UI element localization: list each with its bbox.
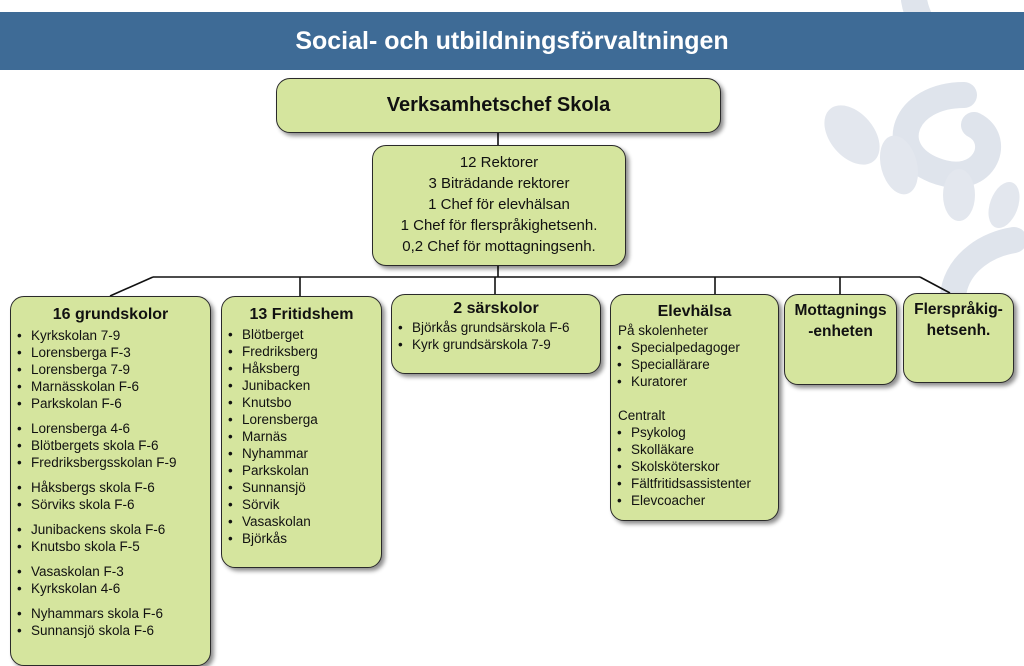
list-item: • Sörviks skola F-6 (11, 496, 210, 513)
fritidshem-list (222, 326, 381, 547)
list-item: • Parkskolan (222, 462, 381, 479)
elevhalsa-box (610, 294, 779, 521)
elevhalsa-subtitle: Centralt (618, 408, 666, 423)
mottagning-label: Mottagnings (794, 302, 887, 319)
flersprakig-box (903, 293, 1014, 383)
elevhalsa-list-skolenheter (611, 339, 778, 390)
rektorer-line: 12 Rektorer (459, 154, 539, 171)
list-item: • Nyhammars skola F-6 (11, 605, 210, 622)
rektorer-line: 3 Biträdande rektorer (428, 175, 570, 192)
fritidshem-title: 13 Fritidshem (249, 306, 354, 323)
list-item: • Fredriksberg (222, 343, 381, 360)
list-item: • Vasaskolan F-3 (11, 563, 210, 580)
flersprakig-label: Flerspråkig- (914, 301, 1003, 318)
list-item: • Parkskolan F-6 (11, 395, 210, 412)
list-item: • Psykolog (611, 424, 778, 441)
grundskolor-list (11, 327, 210, 639)
list-item: • Vasaskolan (222, 513, 381, 530)
list-item: • Marnässkolan F-6 (11, 378, 210, 395)
mottagning-box (784, 294, 897, 385)
list-item: • Björkås (222, 530, 381, 547)
sarskolor-title: 2 särskolor (453, 300, 539, 317)
sarskolor-box (391, 294, 601, 374)
sarskolor-list (392, 319, 600, 353)
list-item: • Junibacken (222, 377, 381, 394)
list-item: • Kuratorer (611, 373, 778, 390)
list-item: • Knutsbo (222, 394, 381, 411)
list-item: • Specialpedagoger (611, 339, 778, 356)
list-item: • Lorensberga 4-6 (11, 420, 210, 437)
list-item: • Skolsköterskor (611, 458, 778, 475)
list-item: • Kyrkskolan 7-9 (11, 327, 210, 344)
list-item: • Elevcoacher (611, 492, 778, 509)
flersprakig-label: hetsenh. (926, 322, 991, 339)
list-item: • Lorensberga (222, 411, 381, 428)
elevhalsa-list-centralt (611, 424, 778, 509)
list-item: • Sunnansjö (222, 479, 381, 496)
list-item: • Håksbergs skola F-6 (11, 479, 210, 496)
list-item: • Blötberget (222, 326, 381, 343)
rektorer-line: 1 Chef för elevhälsan (428, 196, 570, 213)
list-item: • Håksberg (222, 360, 381, 377)
grundskolor-title: 16 grundskolor (52, 306, 169, 323)
list-item: • Fältfritidsassistenter (611, 475, 778, 492)
fritidshem-box (221, 296, 382, 568)
list-item: • Speciallärare (611, 356, 778, 373)
elevhalsa-subtitle: På skolenheter (618, 323, 709, 338)
list-item: • Nyhammar (222, 445, 381, 462)
list-item: • Kyrkskolan 4-6 (11, 580, 210, 597)
grundskolor-box (10, 296, 211, 666)
list-item: • Kyrk grundsärskola 7-9 (392, 336, 600, 353)
rektorer-box (372, 145, 626, 266)
list-item: • Junibackens skola F-6 (11, 521, 210, 538)
list-item: • Lorensberga 7-9 (11, 361, 210, 378)
rektorer-line: 0,2 Chef för mottagningsenh. (402, 238, 596, 255)
list-item: • Fredriksbergsskolan F-9 (11, 454, 210, 471)
list-item: • Sörvik (222, 496, 381, 513)
list-item: • Knutsbo skola F-5 (11, 538, 210, 555)
verksamhetschef-label: Verksamhetschef Skola (386, 94, 611, 116)
list-item: • Björkås grundsärskola F-6 (392, 319, 600, 336)
list-item: • Skolläkare (611, 441, 778, 458)
mottagning-label: -enheten (808, 323, 873, 340)
rektorer-line: 1 Chef för flerspråkighetsenh. (400, 217, 598, 234)
list-item: • Marnäs (222, 428, 381, 445)
list-item: • Sunnansjö skola F-6 (11, 622, 210, 639)
header-title: Social- och utbildningsförvaltningen (295, 26, 729, 55)
verksamhetschef-box (276, 78, 721, 133)
list-item: • Blötbergets skola F-6 (11, 437, 210, 454)
list-item: • Lorensberga F-3 (11, 344, 210, 361)
elevhalsa-title: Elevhälsa (657, 303, 732, 320)
